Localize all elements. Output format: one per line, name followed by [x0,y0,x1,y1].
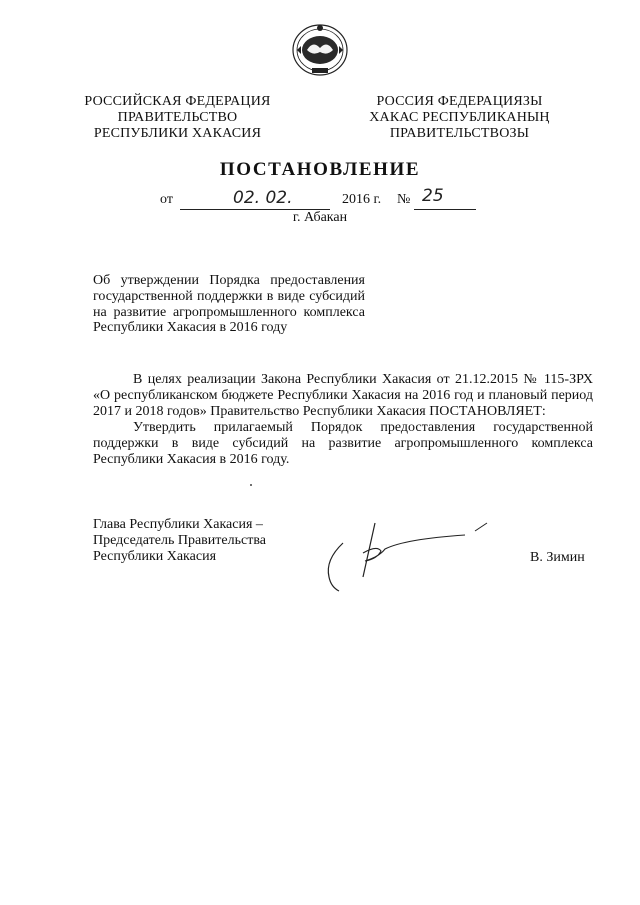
header-left-line-3: РЕСПУБЛИКИ ХАКАСИЯ [93,126,262,141]
paragraph-2-line-2: поддержки в виде субсидий на развитие агропромышленного комплекса [93,435,593,451]
number-handwritten: 25 [422,186,444,206]
subject-line-3: на развитие агропромышленного комплекса [93,304,365,320]
paragraph-1-line-3: 2017 и 2018 годов» Правительство Республики Хакасия ПОСТАНОВЛЯЕТ: [93,403,546,419]
number-sign: № [397,192,411,207]
position-line-1: Глава Республики Хакасия – [93,517,263,532]
date-handwritten: 02. 02. [233,188,293,208]
header-left-line-2: ПРАВИТЕЛЬСТВО [117,110,238,125]
subject-line-2: государственной поддержки в виде субсидий [93,288,365,304]
city: г. Абакан [292,210,348,225]
body-paragraph-2 [93,420,593,467]
paragraph-2-line-3: Республики Хакасия в 2016 году. [93,451,290,467]
document-title: ПОСТАНОВЛЕНИЕ [219,159,421,180]
signatory-name: В. Зимин [530,550,585,565]
header-left-line-1: РОССИЙСКАЯ ФЕДЕРАЦИЯ [84,94,271,109]
date-prefix: от [160,192,173,207]
position-line-2: Председатель Правительства [93,533,266,548]
handwritten-signature [315,515,495,595]
header-right-line-3: ПРАВИТЕЛЬСТВОЗЫ [389,126,530,141]
header-right [352,94,567,142]
paragraph-2-line-1: Утвердить прилагаемый Порядок предоставления государственной [133,420,593,435]
coat-of-arms-icon [289,20,351,78]
subject-line-4: Республики Хакасия в 2016 году [93,320,288,336]
body-paragraph-1 [93,372,593,419]
paragraph-1-line-2: «О республиканском бюджете Республики Хакасия на 2016 год и плановый период [93,387,593,403]
stray-mark [250,484,252,486]
header-left [70,94,285,142]
header-right-line-1: РОССИЯ ФЕДЕРАЦИЯЗЫ [376,94,543,109]
paragraph-1-line-1: В целях реализации Закона Республики Хакасия от 21.12.2015 № 115-ЗРХ [133,372,593,387]
date-year: 2016 г. [342,192,382,207]
header-right-line-2: ХАКАС РЕСПУБЛИКАНЫҢ [369,110,550,125]
subject-line-1: Об утверждении Порядка предоставления [93,273,365,288]
document-subject [93,273,365,336]
signatory-position [93,517,293,565]
position-line-3: Республики Хакасия [93,549,217,564]
